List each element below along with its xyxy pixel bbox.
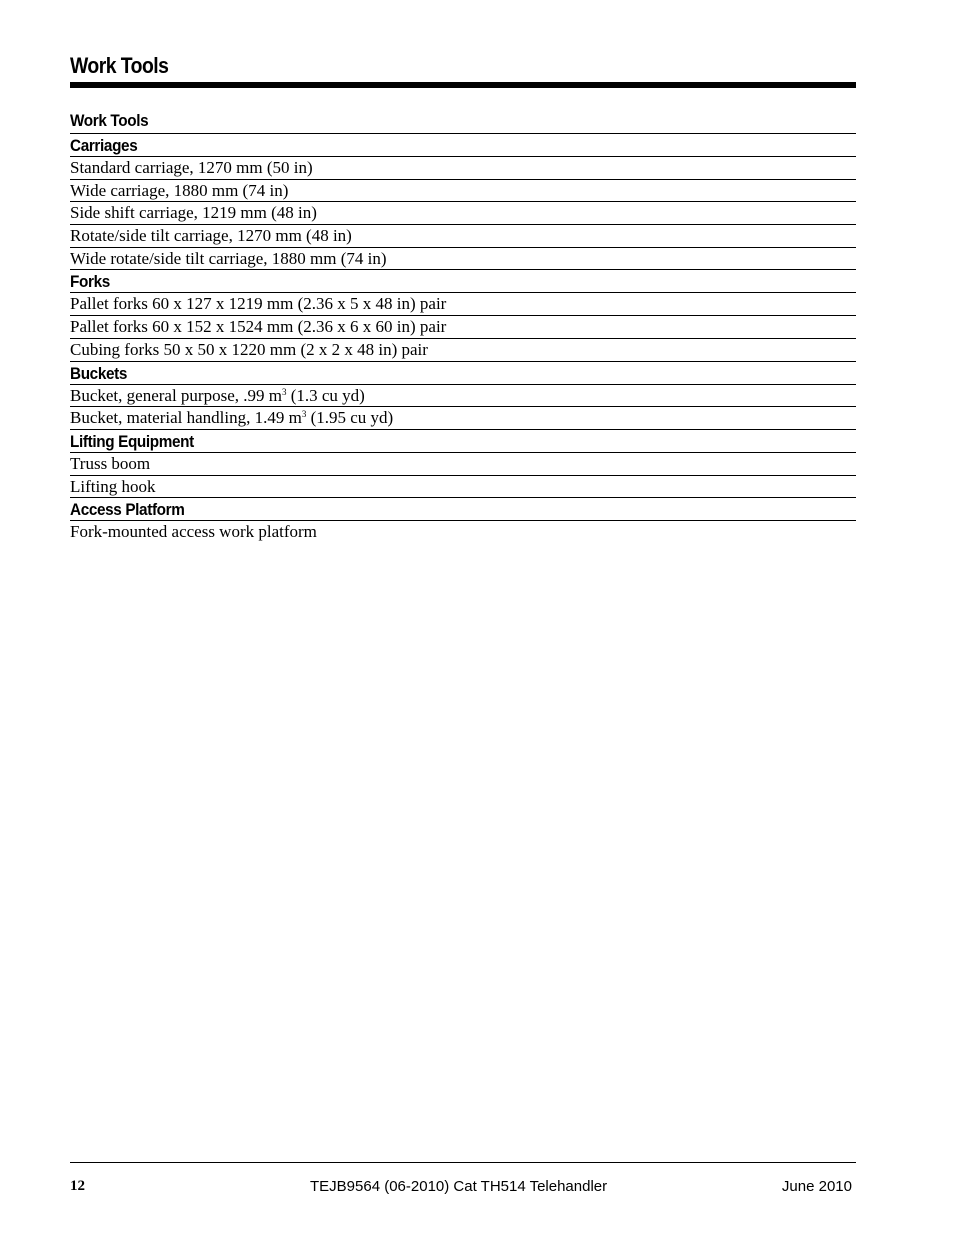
superscript: 3 [301,409,307,420]
table-row [70,157,856,180]
row-text: Cubing forks 50 x 50 x 1220 mm (2 x 2 x 48 in) pair [70,339,428,359]
work-tools-table [70,109,856,544]
row-text: Wide carriage, 1880 mm (74 in) [70,180,289,200]
table-row [70,339,856,362]
section-header-text: Buckets [70,363,128,383]
publication-date: June 2010 [781,1178,852,1195]
row-text: Bucket, material handling, 1.49 m [70,408,302,428]
table-row [70,248,856,271]
section-header-access-platform [70,498,856,521]
superscript: 3 [281,386,287,397]
row-text: (1.3 cu yd) [286,385,365,405]
section-header-text: Access Platform [70,500,185,520]
table-row [70,453,856,476]
row-text: Pallet forks 60 x 152 x 1524 mm (2.36 x 6 x 60 in) pair [70,317,447,337]
section-header-text: Forks [70,272,110,292]
section-header-buckets [70,362,856,385]
table-row [70,316,856,339]
table-row [70,385,856,408]
table-row [70,225,856,248]
row-text: Rotate/side tilt carriage, 1270 mm (48 in) [70,226,352,246]
row-text: Lifting hook [70,476,156,496]
heading-rule [70,82,856,88]
section-header-text: Lifting Equipment [70,431,194,451]
row-text: Pallet forks 60 x 127 x 1219 mm (2.36 x 5 x 48 in) pair [70,294,447,314]
section-header-forks [70,270,856,293]
section-header-carriages [70,134,856,157]
row-text: (1.95 cu yd) [306,408,394,428]
table-row [70,521,856,544]
table-title [70,109,856,134]
row-text: Bucket, general purpose, .99 m [70,385,282,405]
document-title: TEJB9564 (06-2010) Cat TH514 Telehandler [310,1178,608,1195]
row-text: Standard carriage, 1270 mm (50 in) [70,158,313,177]
row-text: Side shift carriage, 1219 mm (48 in) [70,203,317,223]
page-number: 12 [70,1178,85,1194]
table-row [70,293,856,316]
section-header-lifting-equipment [70,430,856,453]
page-footer [70,1176,856,1198]
row-text: Wide rotate/side tilt carriage, 1880 mm (74 in) [70,248,387,268]
table-row [70,202,856,225]
table-row [70,180,856,203]
row-text: Fork-mounted access work platform [70,522,317,542]
table-row [70,407,856,430]
page-title: Work Tools [70,53,169,78]
table-row [70,476,856,499]
table-title-text: Work Tools [70,111,149,130]
footer-rule [70,1162,856,1163]
section-header-text: Carriages [70,136,138,155]
row-text: Truss boom [70,453,151,473]
